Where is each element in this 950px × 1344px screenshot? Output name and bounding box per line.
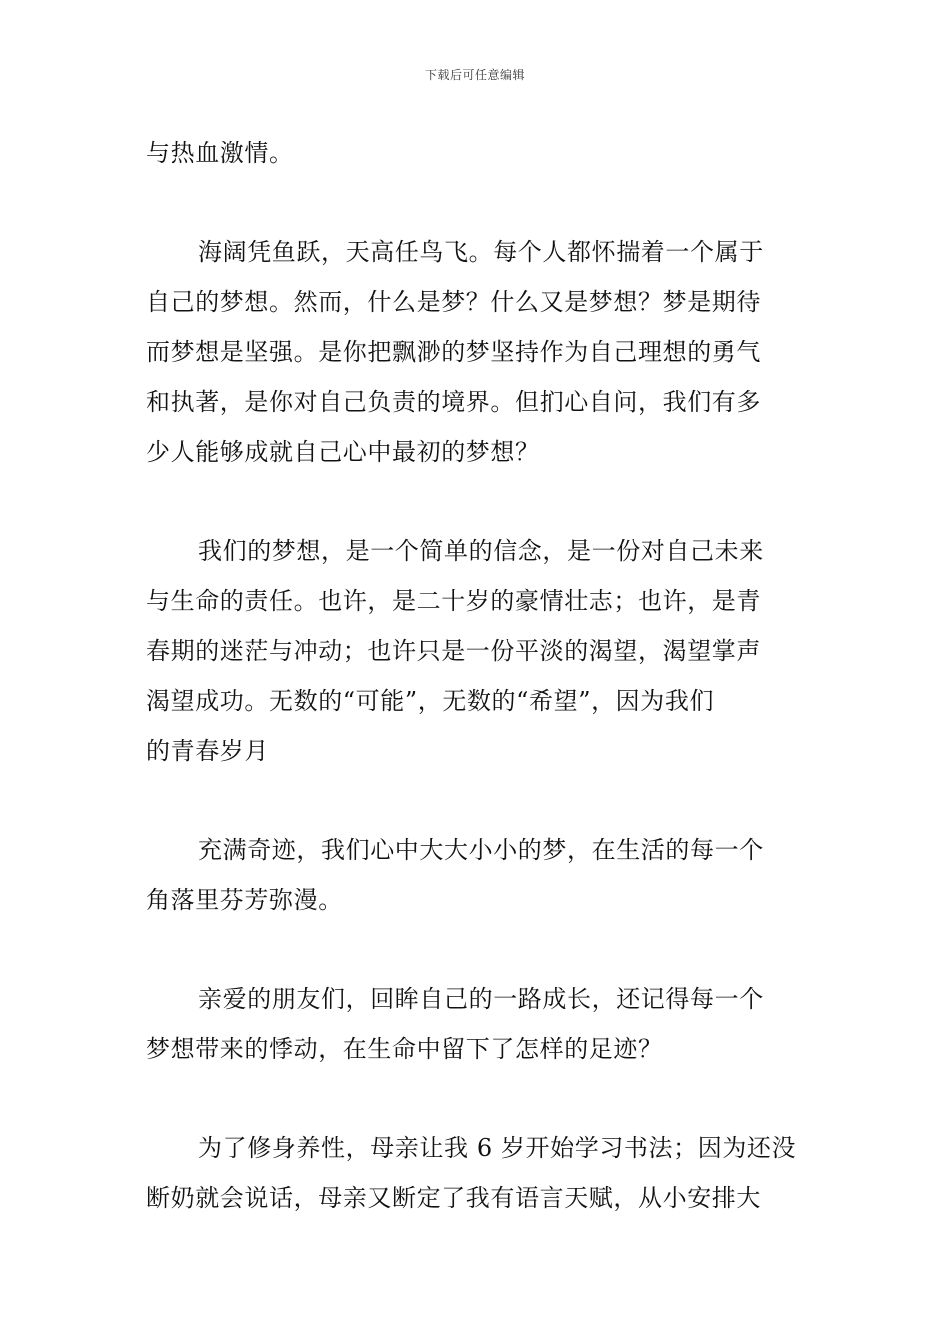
paragraph-line: 充满奇迹，我们心中大大小小的梦，在生活的每一个 xyxy=(198,836,764,864)
paragraph-line: 的青春岁月 xyxy=(146,737,269,765)
paragraph-line: 亲爱的朋友们，回眸自己的一路成长，还记得每一个 xyxy=(198,985,764,1013)
paragraph-line: 为了修身养性，母亲让我 6 岁开始学习书法；因为还没 xyxy=(198,1134,797,1162)
paragraph-6 xyxy=(146,1123,806,1223)
paragraph-line: 春期的迷茫与冲动；也许只是一份平淡的渴望，渴望掌声 xyxy=(146,637,761,665)
paragraph-5 xyxy=(146,974,806,1074)
paragraph-line: 和执著，是你对自己负责的境界。但扪心自问，我们有多 xyxy=(146,388,761,416)
document-body xyxy=(146,128,806,1272)
paragraph-line: 而梦想是坚强。是你把飘渺的梦坚持作为自己理想的勇气 xyxy=(146,338,761,366)
paragraph-line: 角落里芬芳弥漫。 xyxy=(146,886,343,914)
paragraph-line: 断奶就会说话，母亲又断定了我有语言天赋，从小安排大 xyxy=(146,1184,761,1212)
paragraph-1 xyxy=(146,128,806,178)
page-header: 下载后可任意编辑 xyxy=(424,68,525,82)
paragraph-line: 海阔凭鱼跃，天高任鸟飞。每个人都怀揣着一个属于 xyxy=(198,238,764,266)
paragraph-3 xyxy=(146,526,806,776)
paragraph-line: 与生命的责任。也许，是二十岁的豪情壮志；也许，是青 xyxy=(146,587,761,615)
paragraph-line: 少人能够成就自己心中最初的梦想？ xyxy=(146,438,540,466)
paragraph-line: 渴望成功。无数的“可能”，无数的“希望”，因为我们 xyxy=(146,687,715,715)
paragraph-line: 与热血激情。 xyxy=(146,139,294,167)
paragraph-2 xyxy=(146,227,806,477)
paragraph-4 xyxy=(146,825,806,925)
paragraph-line: 梦想带来的悸动，在生命中留下了怎样的足迹？ xyxy=(146,1035,663,1063)
paragraph-line: 我们的梦想，是一个简单的信念，是一份对自己未来 xyxy=(198,537,764,565)
paragraph-line: 自己的梦想。然而，什么是梦？什么又是梦想？梦是期待 xyxy=(146,288,761,316)
